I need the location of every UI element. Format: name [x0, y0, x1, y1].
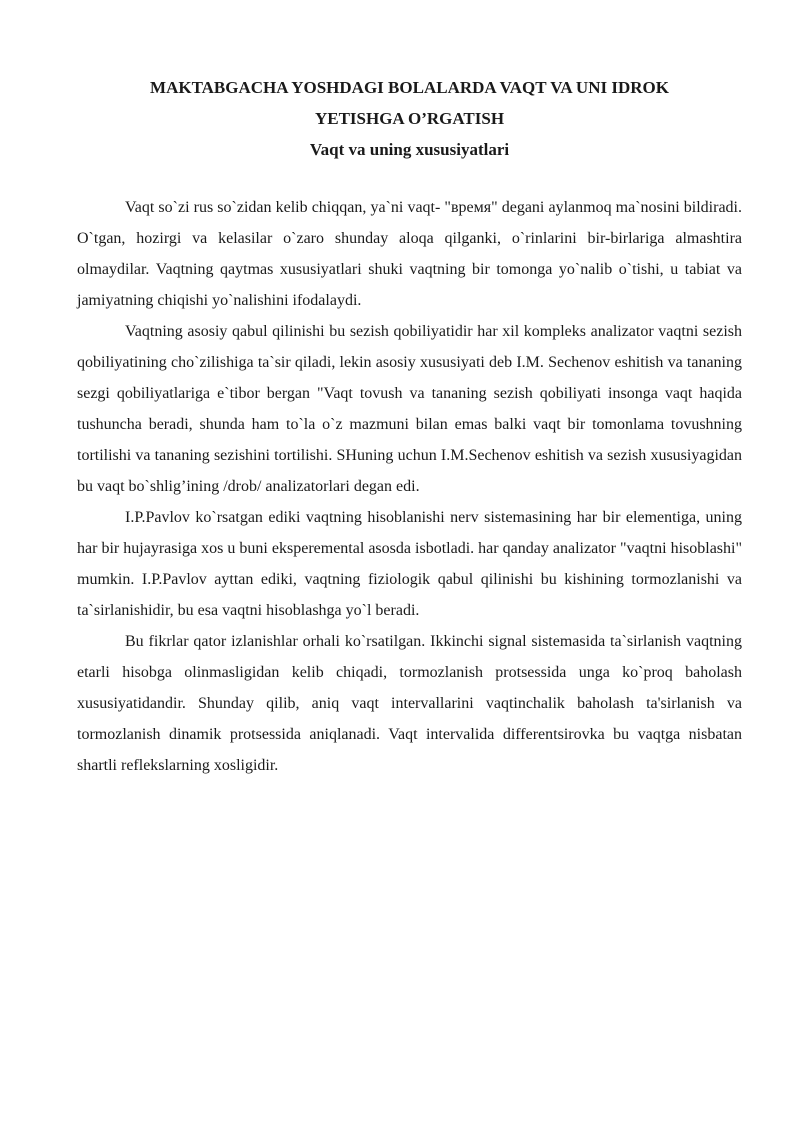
paragraph-3: I.P.Pavlov ko`rsatgan ediki vaqtning hisoblanishi nerv sistemasining har bir elementiga, uning har bir hujayrasiga xos u buni eksperemental asosda isbotladi. har qanday analizator "vaqtni hisoblashi" mumkin. I.P.Pavlov ayttan ediki, vaqtning fiziologik qabul qilinishi bu kishining tormozlanishi va ta`sirlanishidir, bu esa vaqtni hisoblashga yo`l beradi.	[77, 509, 742, 619]
title-line-2: YETISHGA O’RGATISH	[314, 109, 505, 128]
document-title	[77, 72, 742, 134]
paragraph-4: Bu fikrlar qator izlanishlar orhali ko`rsatilgan. Ikkinchi signal sistemasida ta`sirlanish vaqtning etarli hisobga olinmasligidan kelib chiqadi, tormozlanish protsessida unga ko`proq baholash xususiyatidandir. Shunday qilib, aniq vaqt intervallarini vaqtinchalik baholash ta'sirlanish va tormozlanish dinamik protsessida aniqlanadi. Vaqt intervalida differentsirovka bu vaqtga nisbatan shartli reflekslarning xosligidir.	[77, 633, 742, 774]
paragraph-2: Vaqtning asosiy qabul qilinishi bu sezish qobiliyatidir har xil kompleks analizator vaqtni sezish qobiliyatining cho`zilishiga ta`sir qiladi, lekin asosiy xususiyati deb I.M. Sechenov eshitish va tananing sezgi qobiliyatlariga e`tibor bergan "Vaqt tovush va tananing sezish qobiliyati insonga vaqt haqida tushuncha beradi, shunda ham to`la o`z mazmuni bilan emas balki vaqt bir tomonlama tovushning tortilishi va tananing sezishini tortilishi. SHuning uchun I.M.Sechenov eshitish va sezish xususiyagidan bu vaqt bo`shlig’ining /drob/ analizatorlari degan edi.	[77, 323, 742, 495]
document-subtitle: Vaqt va uning xususiyatlari	[309, 140, 510, 159]
paragraph-1: Vaqt so`zi rus so`zidan kelib chiqqan, ya`ni vaqt- "время" degani aylanmoq ma`nosini bildiradi. O`tgan, hozirgi va kelasilar o`zaro shunday aloqa qilganki, o`rinlarini bir-birlariga almashtira olmaydilar. Vaqtning qaytmas xususiyatlari shuki vaqtning bir tomonga yo`nalib o`tishi, u tabiat va jamiyatning chiqishi yo`nalishini ifodalaydi.	[77, 199, 742, 309]
document-page	[77, 72, 742, 781]
title-line-1: MAKTABGACHA YOSHDAGI BOLALARDA VAQT VA UNI IDROK	[150, 78, 669, 97]
